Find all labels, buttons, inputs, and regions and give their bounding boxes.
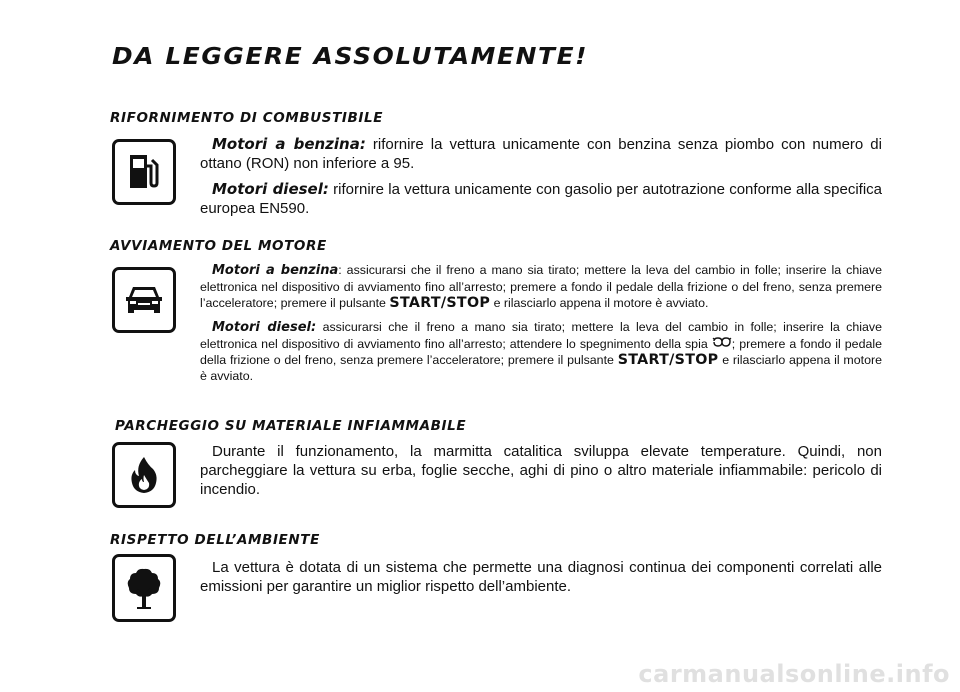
fuel-pump-icon xyxy=(112,139,176,205)
section-refuelling xyxy=(110,110,882,230)
tree-icon xyxy=(112,554,176,622)
glow-plug-icon xyxy=(712,337,732,349)
lead-label: Motori diesel: xyxy=(212,320,317,335)
paragraph-text: e rilasciarlo appena il motore è avviato. xyxy=(200,353,882,383)
watermark: carmanualsonline.info xyxy=(638,660,950,688)
lead-label: Motori diesel: xyxy=(212,180,329,198)
section-parking xyxy=(110,418,882,518)
paragraph-diesel xyxy=(200,180,882,218)
paragraph-text: e rilasciarlo appena il motore è avviato. xyxy=(490,296,709,310)
paragraph-text: La vettura è dotata di un sistema che permette una diagnosi continua dei componenti correlati alle emissioni per garantire un miglior rispetto dell’ambiente. xyxy=(200,559,882,595)
paragraph-text: : assicurarsi che il freno a mano sia tirato; mettere la leva del cambio in folle; inserire la chiave elettronica nel dispositivo di avviamento fino all’arresto; premere a fondo il pedale della frizione o del freno, senza premere l’acceleratore; premere il pulsante xyxy=(200,263,882,310)
paragraph-diesel xyxy=(200,319,882,384)
paragraph-text: rifornire la vettura unicamente con gasolio per autotrazione conforme alla specifica europea EN590. xyxy=(200,181,882,217)
paragraph-text: rifornire la vettura unicamente con benzina senza piombo con numero di ottano (RON) non inferiore a 95. xyxy=(200,136,882,172)
section-engine-start xyxy=(110,238,882,398)
section-heading: RIFORNIMENTO DI COMBUSTIBILE xyxy=(110,110,384,126)
start-stop-label: START/STOP xyxy=(389,295,491,311)
paragraph-petrol xyxy=(200,262,882,311)
paragraph-text: assicurarsi che il freno a mano sia tirato; mettere la leva del cambio in folle; inserire la chiave elettronica nel dispositivo di avviamento fino all’arresto; attendere lo spegnimento della spia xyxy=(200,320,882,351)
section-heading: AVVIAMENTO DEL MOTORE xyxy=(110,238,327,254)
car-front-icon xyxy=(112,267,176,333)
flame-icon xyxy=(112,442,176,508)
section-heading: PARCHEGGIO SU MATERIALE INFIAMMABILE xyxy=(115,418,467,434)
section-environment xyxy=(110,532,882,632)
section-heading: RISPETTO DELL’AMBIENTE xyxy=(110,532,320,548)
page-title: DA LEGGERE ASSOLUTAMENTE! xyxy=(112,44,589,70)
lead-label: Motori a benzina: xyxy=(212,135,366,153)
paragraph-text: Durante il funzionamento, la marmitta catalitica sviluppa elevate temperature. Quindi, non parcheggiare la vettura su erba, foglie secche, aghi di pino o altro materiale infiammabile: pericolo di incendio. xyxy=(200,443,882,498)
paragraph-text: ; premere a fondo il pedale della frizione o del freno, senza premere l’acceleratore; premere il pulsante xyxy=(200,337,882,367)
lead-label: Motori a benzina xyxy=(212,263,339,278)
paragraph-petrol xyxy=(200,135,882,173)
start-stop-label: START/STOP xyxy=(617,352,719,368)
